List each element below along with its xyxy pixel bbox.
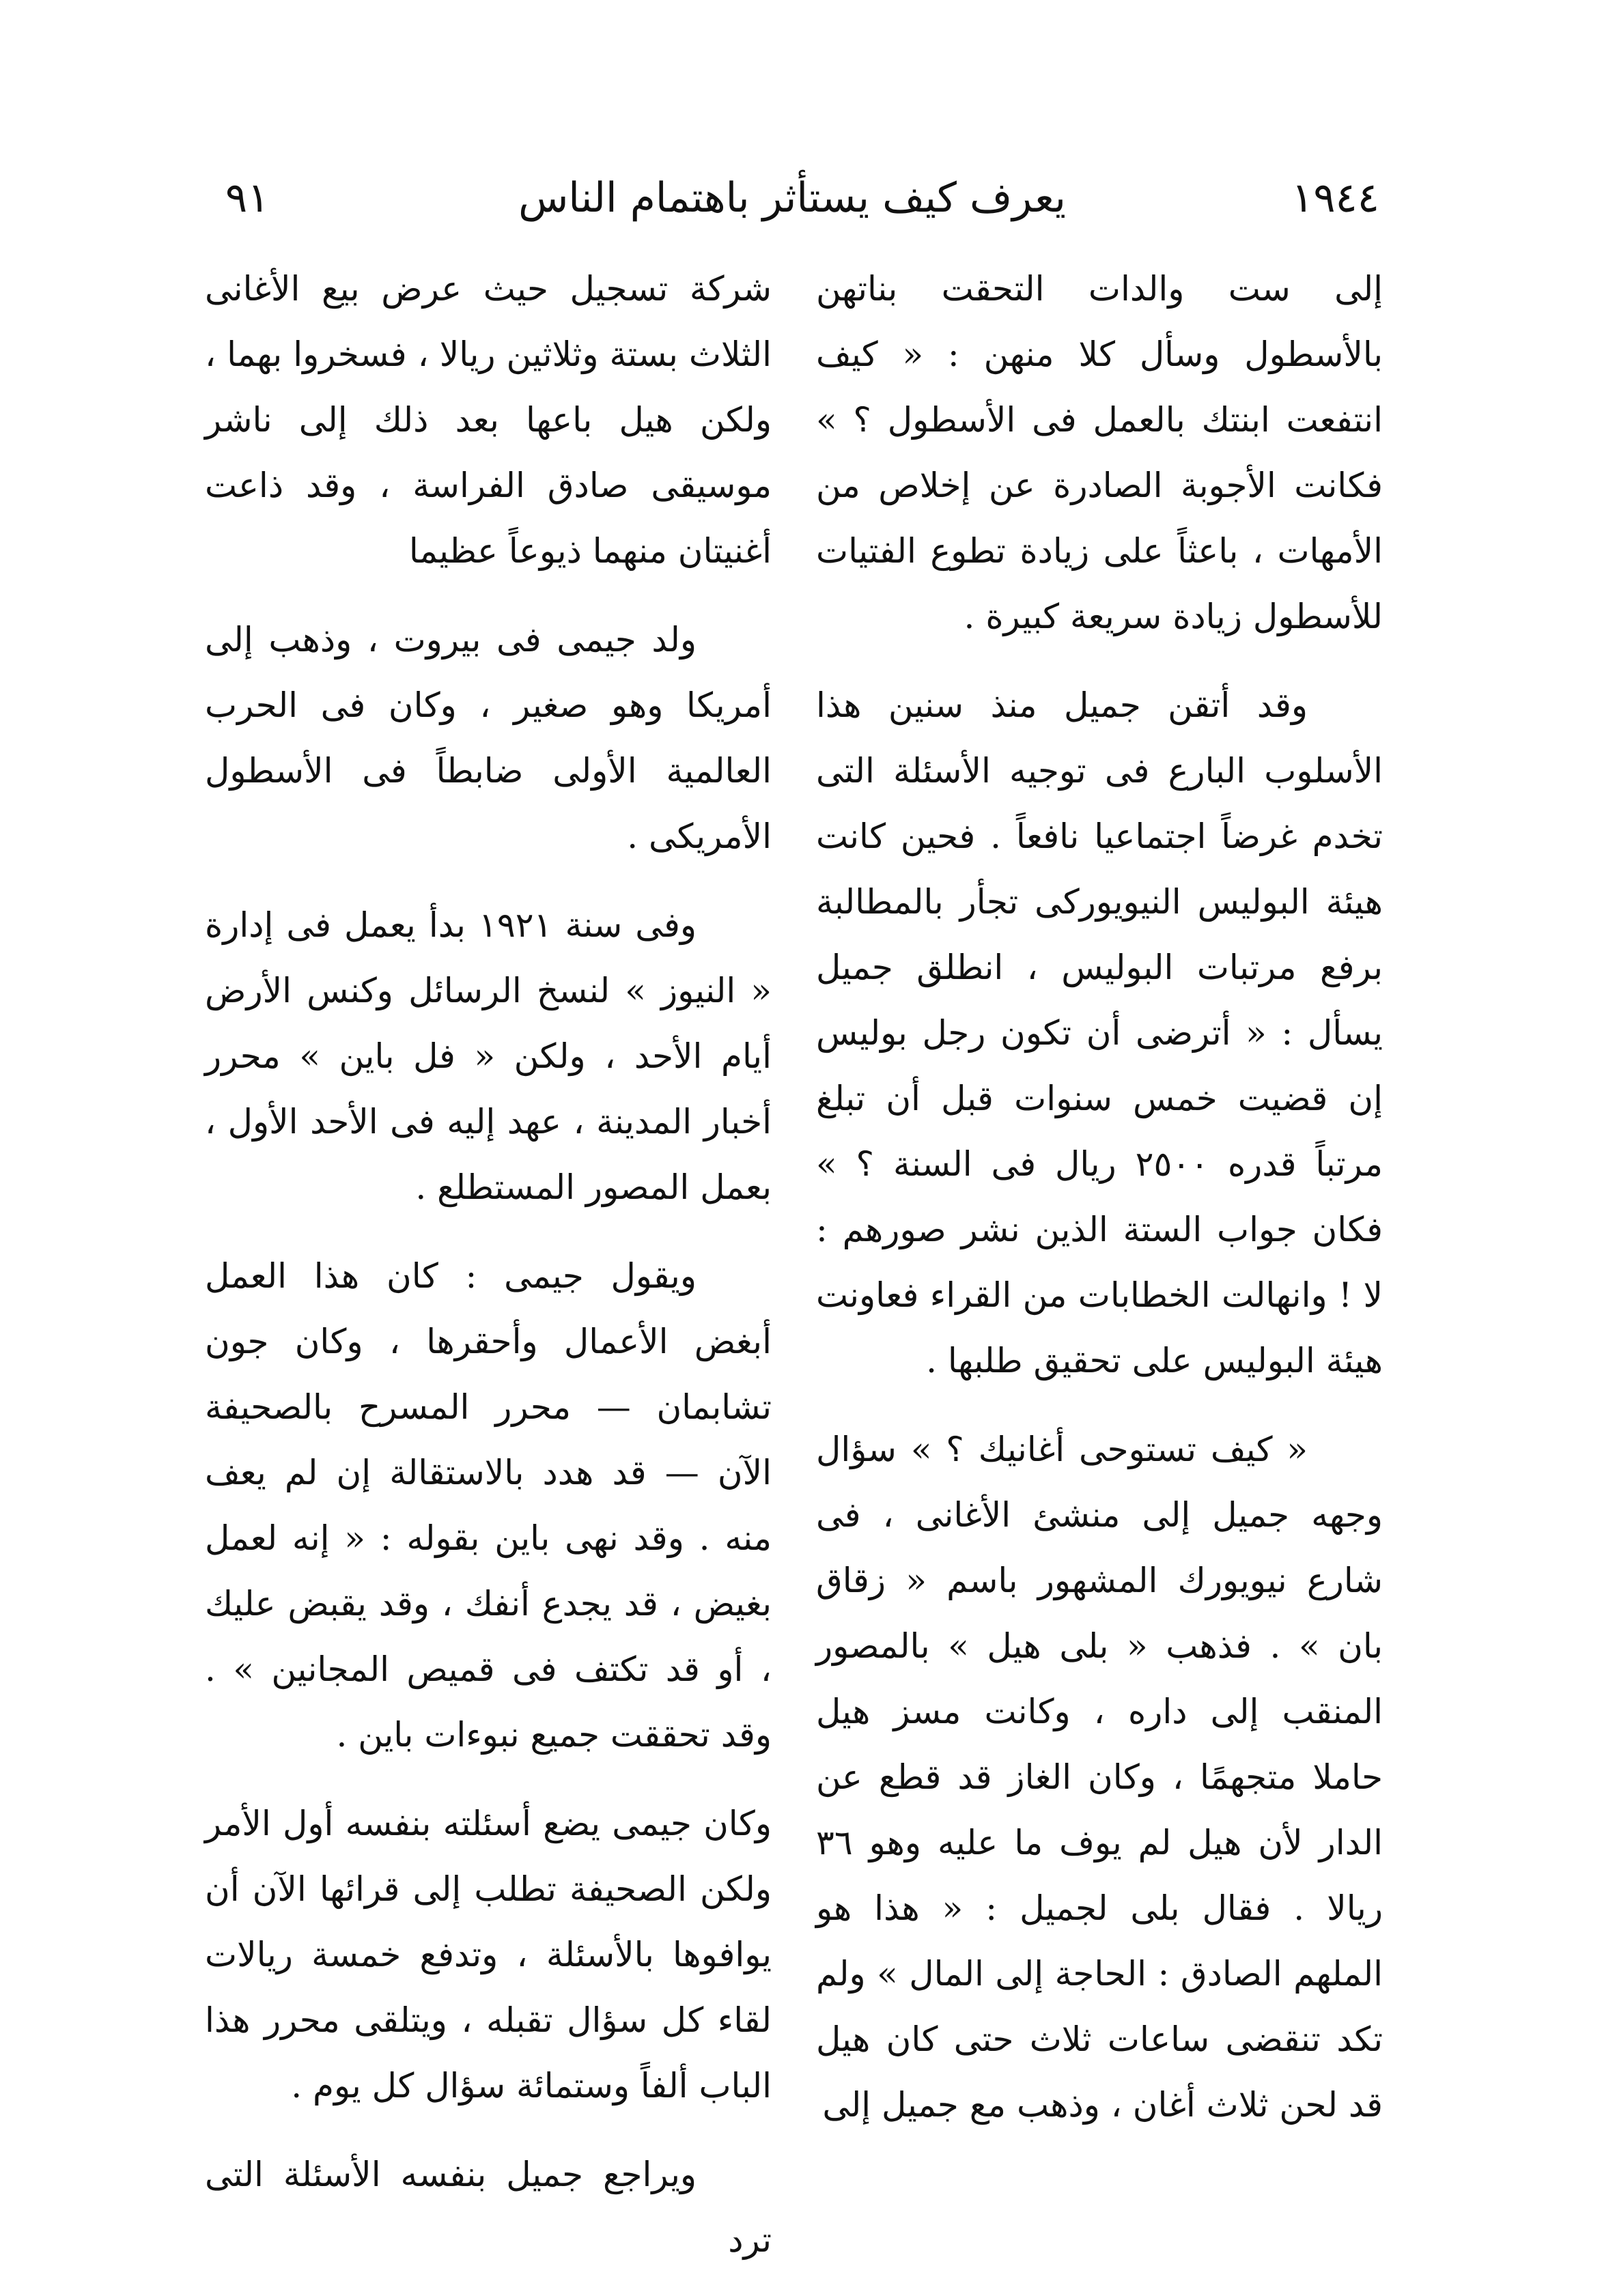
page-number: ٩١ — [225, 174, 270, 222]
header-year: ١٩٤٤ — [1291, 174, 1379, 222]
paragraph: ويقول جيمى : كان هذا العمل أبغض الأعمال وأحقرها ، وكان جون تشابمان — محرر المسرح بالصحيفة الآن — قد هدد بالاستقالة إن لم يعف منه . وقد نهى باين بقوله : « إنه لعمل بغيض ، قد يجدع أنفك ، وقد يقبض عليك ، أو قد تكتف فى قميص المجانين » . وقد تحققت جميع نبوءات باين . — [205, 1256, 772, 1755]
left-text-column — [205, 256, 772, 2296]
running-header — [205, 160, 1379, 236]
paragraph: وكان جيمى يضع أسئلته بنفسه أول الأمر ولكن الصحيفة تطلب إلى قرائها الآن أن يوافوها بالأسئلة ، وتدفع خمسة ريالات لقاء كل سؤال تقبله ، ويتلقى محرر هذا الباب ألفاً وستمائة سؤال كل يوم . — [205, 1804, 772, 2106]
paragraph: ولد جيمى فى بيروت ، وذهب إلى أمريكا وهو صغير ، وكان فى الحرب العالمية الأولى ضابطاً فى الأسطول الأمريكى . — [205, 620, 772, 856]
paragraph: وفى سنة ١٩٢١ بدأ يعمل فى إدارة « النيوز » لنسخ الرسائل وكنس الأرض أيام الأحد ، ولكن « فل باين » محرر أخبار المدينة ، عهد إليه فى الأحد الأول ، بعمل المصور المستطلع . — [205, 905, 772, 1207]
right-text-column — [816, 256, 1383, 2161]
paragraph: إلى ست والدات التحقت بناتهن بالأسطول وسأل كلا منهن : « كيف انتفعت ابنتك بالعمل فى الأسطول ؟ » فكانت الأجوبة الصادرة عن إخلاص من الأمهات ، باعثاً على زيادة تطوع الفتيات للأسطول زيادة سريعة كبيرة . — [816, 269, 1383, 636]
paragraph: ويراجع جميل بنفسه الأسئلة التى ترد — [205, 2155, 772, 2260]
running-title: يعرف كيف يستأثر باهتمام الناس — [518, 174, 1066, 222]
paragraph: « كيف تستوحى أغانيك ؟ » سؤال وجهه جميل إلى منشئ الأغانى ، فى شارع نيويورك المشهور باسم « زقاق بان » . فذهب « بلى هيل » بالمصور المنقب إلى داره ، وكانت مسز هيل حاملا متجهمًا ، وكان الغاز قد قطع عن الدار لأن هيل لم يوف ما عليه وهو ٣٦ ريالا . فقال بلى لجميل : « هذا هو الملهم الصادق : الحاجة إلى المال » ولم تكد تنقضى ساعات ثلاث حتى كان هيل قد لحن ثلاث أغان ، وذهب مع جميل إلى — [816, 1430, 1383, 2125]
paragraph: وقد أتقن جميل منذ سنين هذا الأسلوب البارع فى توجيه الأسئلة التى تخدم غرضاً اجتماعيا نافعاً . فحين كانت هيئة البوليس النيويوركى تجأر بالمطالبة برفع مرتبات البوليس ، انطلق جميل يسأل : « أترضى أن تكون رجل بوليس إن قضيت خمس سنوات قبل أن تبلغ مرتباً قدره ٢٥٠٠ ريال فى السنة ؟ » فكان جواب الستة الذين نشر صورهم : لا ! وانهالت الخطابات من القراء فعاونت هيئة البوليس على تحقيق طلبها . — [816, 685, 1383, 1380]
paragraph: شركة تسجيل حيث عرض بيع الأغانى الثلاث بستة وثلاثين ريالا ، فسخروا بهما ، ولكن هيل باعها بعد ذلك إلى ناشر موسيقى صادق الفراسة ، وقد ذاعت أغنيتان منهما ذيوعاً عظيما — [205, 269, 772, 571]
